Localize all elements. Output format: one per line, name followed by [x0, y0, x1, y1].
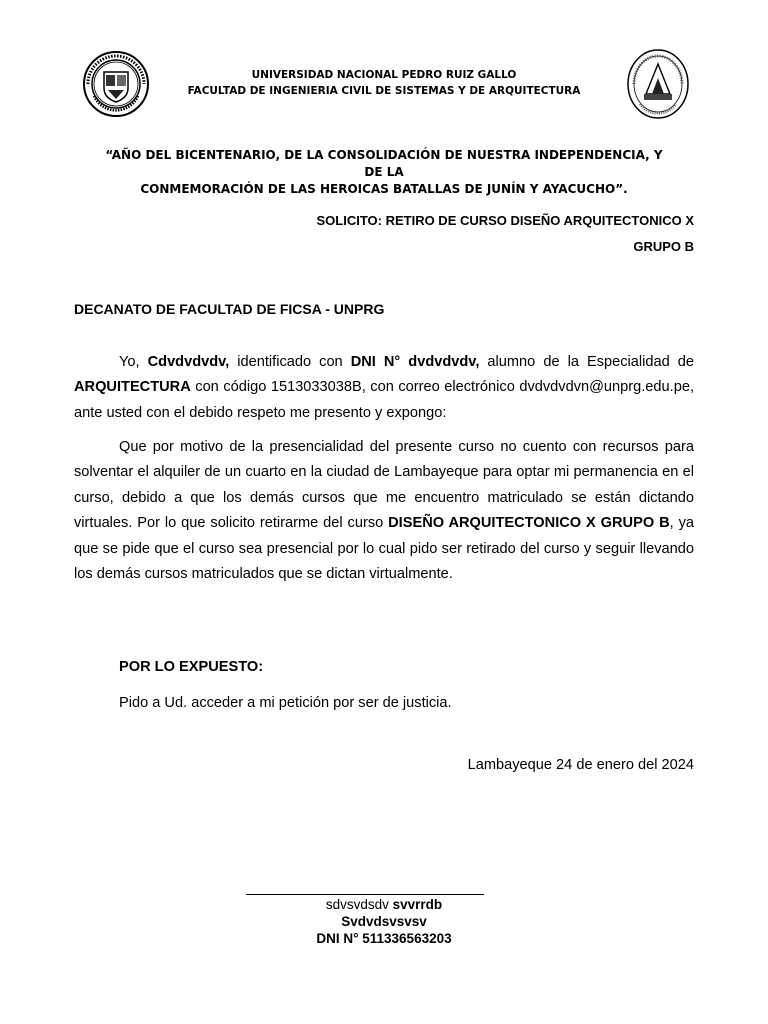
student-name: Cdvdvdvdv,: [147, 354, 230, 370]
faculty-seal-icon: [626, 48, 690, 120]
university-name: UNIVERSIDAD NACIONAL PEDRO RUIZ GALLO: [251, 69, 517, 81]
subject-line-2: GRUPO B: [633, 239, 694, 254]
expuesto-body: Pido a Ud. acceder a mi petición por ser de justicia.: [119, 695, 452, 711]
subject-line-1: SOLICITO: RETIRO DE CURSO DISEÑO ARQUITECTONICO X: [316, 213, 694, 228]
signer-name: sdvsvdsdv svvrrdb: [325, 897, 443, 912]
paragraph-2: Que por motivo de la presencialidad del presente curso no cuento con recursos para solventar el alquiler de un cuarto en la ciudad de Lambayeque para optar mi permanencia en el curso, debido a que los demás cursos que me encuentro matriculado se están dictando virtuales. Por lo que solicito retirarme del curso DISEÑO ARQUITECTONICO X GRUPO B, ya que se pide que el curso sea presencial por lo cual pido ser retirado del curso y seguir llevando los demás cursos matriculados que se dictan virtualmente.: [74, 439, 694, 583]
date-line: Lambayeque 24 de enero del 2024: [467, 757, 694, 773]
student-dni: DNI N° dvdvdvdv,: [350, 354, 480, 370]
specialty: ARQUITECTURA: [74, 379, 191, 396]
paragraph-1: Yo, Cdvdvdvdv, identificado con DNI N° dvdvdvdv, alumno de la Especialidad de ARQUITECTURA con código 1513033038B, con correo electrónico dvdvdvdvn@unprg.edu.pe, ante usted con el debido respeto me presento y expongo:: [74, 354, 694, 421]
faculty-name: FACULTAD DE INGENIERIA CIVIL DE SISTEMAS Y DE ARQUITECTURA: [187, 85, 581, 97]
course-name: DISEÑO ARQUITECTONICO X GRUPO B: [388, 515, 670, 532]
motto-line-2: CONMEMORACIÓN DE LAS HEROICAS BATALLAS DE JUNÍN Y AYACUCHO”.: [140, 182, 628, 196]
university-seal-icon: [82, 50, 150, 118]
signer-line-2: Svdvdsvsvsv: [341, 914, 427, 929]
expuesto-title: POR LO EXPUESTO:: [119, 659, 264, 675]
motto-line-1: “AÑO DEL BICENTENARIO, DE LA CONSOLIDACIÓN DE NUESTRA INDEPENDENCIA, Y DE LA: [105, 148, 663, 179]
signer-dni: DNI N° 511336563203: [316, 931, 452, 946]
signature-line: [246, 894, 484, 895]
signature-block: [246, 896, 522, 947]
addressee: DECANATO DE FACULTAD DE FICSA - UNPRG: [74, 301, 385, 317]
